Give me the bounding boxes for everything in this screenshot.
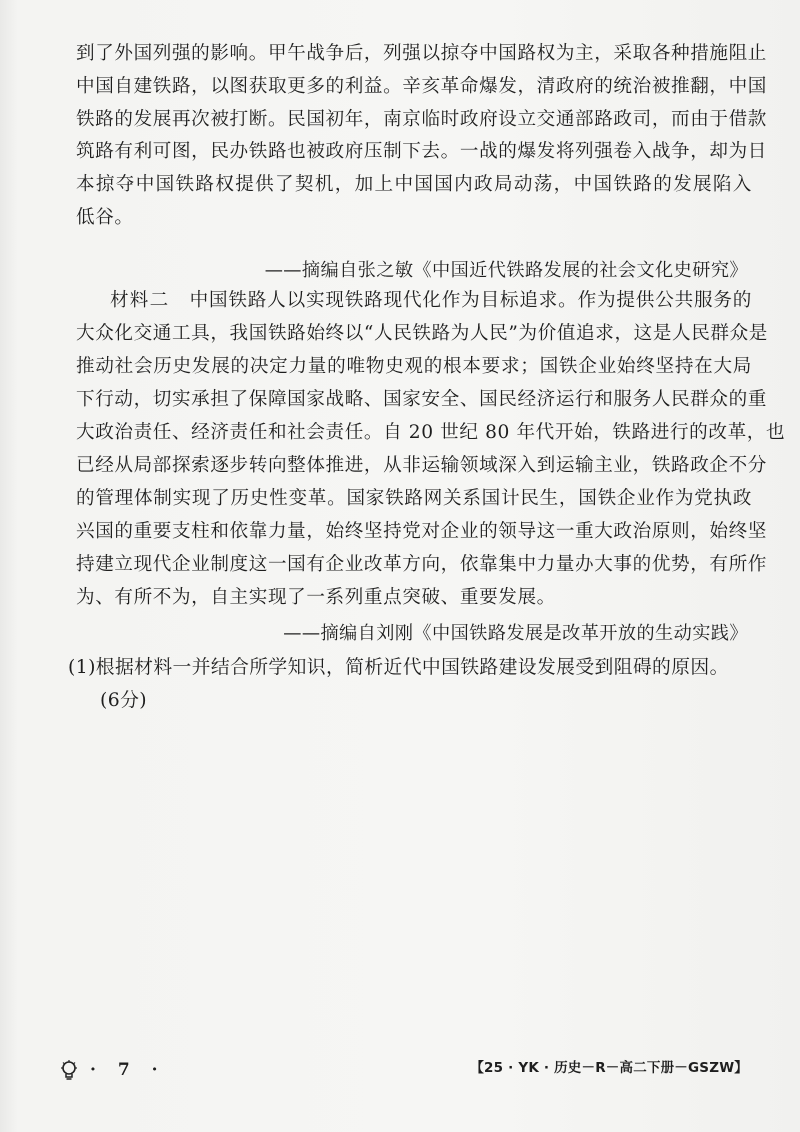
material2-line: 已经从局部探索逐步转向整体推进，从非运输领域深入到运输主业，铁路政企不分 [76, 455, 767, 476]
question-1-score: (6分) [100, 690, 147, 711]
material1-line: 低谷。 [76, 207, 134, 228]
material1-line: 中国自建铁路，以图获取更多的利益。辛亥革命爆发，清政府的统治被推翻，中国 [76, 76, 767, 97]
material2-line: 大政治责任、经济责任和社会责任。自 20 世纪 80 年代开始，铁路进行的改革，也 [76, 422, 786, 443]
material1-line: 筑路有利可图，民办铁路也被政府压制下去。一战的爆发将列强卷入战争，却为日 [76, 141, 767, 162]
footer-page-number [58, 1057, 166, 1083]
page-number: · 7 · [90, 1060, 166, 1080]
material2-first-text: 中国铁路人以实现铁路现代化作为目标追求。作为提供公共服务的 [189, 290, 752, 311]
material2-line: 兴国的重要支柱和依靠力量，始终坚持党对企业的领导这一重大政治原则，始终坚 [76, 521, 767, 542]
exam-code: 【25 · YK · 历史－R－高二下册－GSZW】 [470, 1060, 748, 1076]
material2-label: 材料二 [110, 290, 170, 311]
material2-line: 大众化交通工具，我国铁路始终以“人民铁路为人民”为价值追求，这是人民群众是 [76, 323, 768, 344]
citation-material1: ——摘编自张之敏《中国近代铁路发展的社会文化史研究》 [264, 260, 748, 281]
material1-line: 本掠夺中国铁路权提供了契机，加上中国国内政局动荡，中国铁路的发展陷入 [76, 174, 752, 195]
question-1: (1)根据材料一并结合所学知识，简析近代中国铁路建设发展受到阻碍的原因。 [68, 657, 729, 678]
material2-first-line [110, 286, 752, 316]
material2-line: 下行动，切实承担了保障国家战略、国家安全、国民经济运行和服务人民群众的重 [76, 389, 767, 410]
material2-line: 的管理体制实现了历史性变革。国家铁路网关系国计民生，国铁企业作为党执政 [76, 488, 752, 509]
material1-line: 铁路的发展再次被打断。民国初年，南京临时政府设立交通部路政司，而由于借款 [76, 109, 767, 130]
material2-line: 持建立现代企业制度这一国有企业改革方向，依靠集中力量办大事的优势，有所作 [76, 554, 767, 575]
lightbulb-logo-icon [58, 1059, 80, 1081]
material2-line: 为、有所不为，自主实现了一系列重点突破、重要发展。 [76, 587, 556, 608]
material1-line: 到了外国列强的影响。甲午战争后，列强以掠夺中国路权为主，采取各种措施阻止 [76, 43, 767, 64]
material2-line: 推动社会历史发展的决定力量的唯物史观的根本要求；国铁企业始终坚持在大局 [76, 356, 752, 377]
citation-material2: ——摘编自刘刚《中国铁路发展是改革开放的生动实践》 [283, 623, 748, 644]
